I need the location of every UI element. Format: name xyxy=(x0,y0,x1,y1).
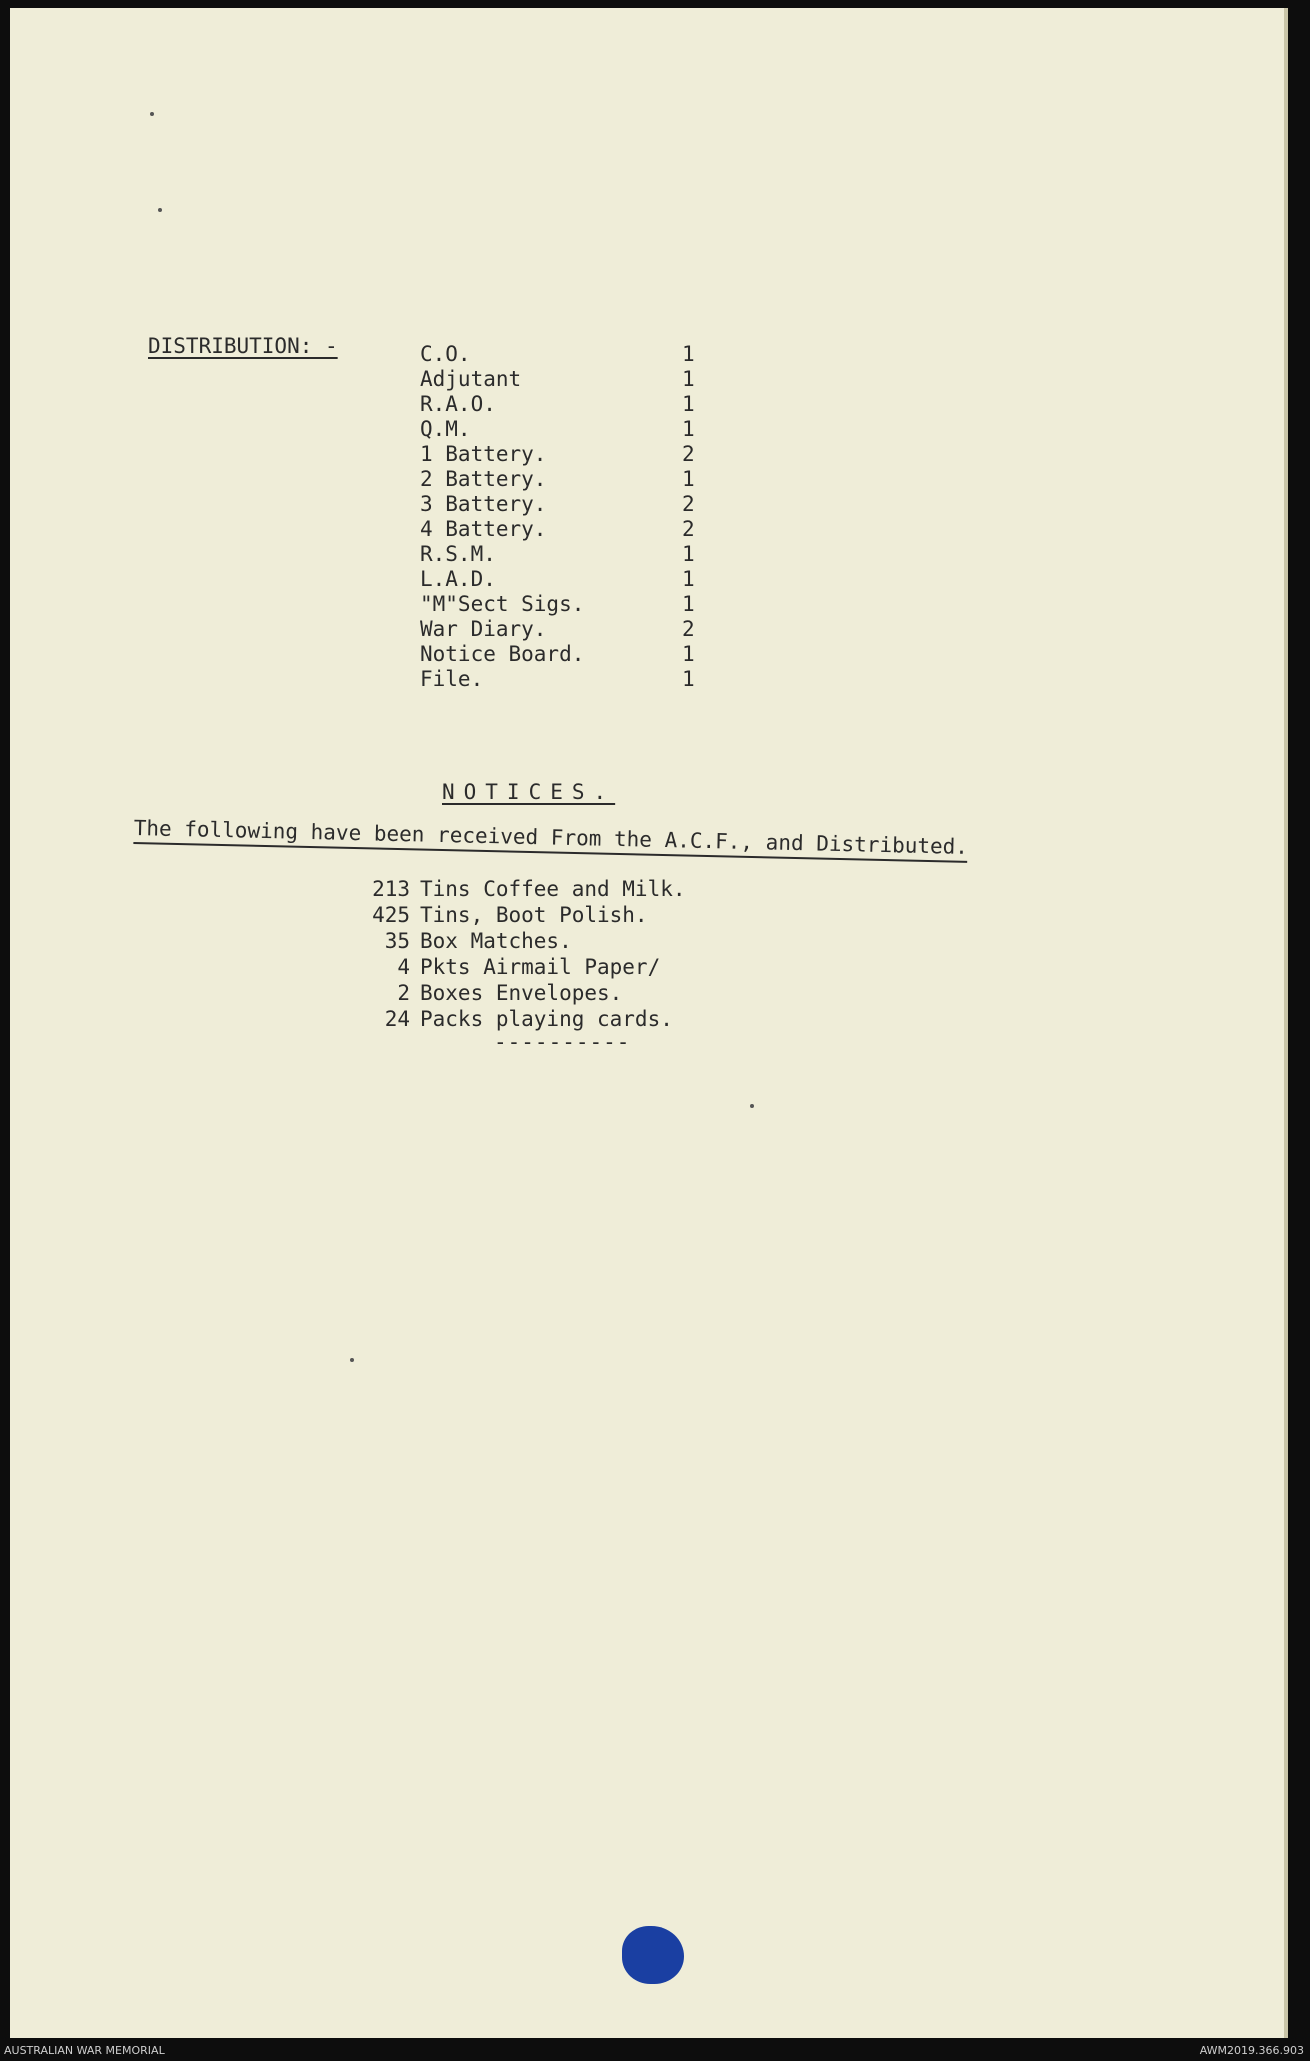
distribution-label: DISTRIBUTION: - xyxy=(148,334,338,358)
recipient-name: 4 Battery. xyxy=(420,517,547,541)
recipient-name: 2 Battery. xyxy=(420,467,547,491)
copy-count: 1 xyxy=(682,467,695,491)
document-page xyxy=(10,8,1288,2038)
recipient-name: 1 Battery. xyxy=(420,442,547,466)
recipient-name: Notice Board. xyxy=(420,642,585,666)
paper-speck xyxy=(350,1358,354,1362)
notices-heading: NOTICES. xyxy=(442,780,616,804)
item-quantity: 24 xyxy=(384,1007,410,1031)
recipient-name: R.S.M. xyxy=(420,542,496,566)
recipient-name: C.O. xyxy=(420,342,471,366)
list-item xyxy=(350,954,686,980)
copy-count: 1 xyxy=(682,367,695,391)
copy-count: 1 xyxy=(682,592,695,616)
recipient-name: War Diary. xyxy=(420,617,547,641)
item-quantity: 35 xyxy=(384,929,410,953)
list-item xyxy=(350,902,686,928)
archive-credit: AUSTRALIAN WAR MEMORIAL xyxy=(4,2044,165,2057)
item-description: Pkts Airmail Paper/ xyxy=(420,955,661,979)
copy-count: 2 xyxy=(682,617,695,641)
paper-speck xyxy=(750,1104,754,1108)
item-quantity: 4 xyxy=(397,955,410,979)
copy-count: 1 xyxy=(682,417,695,441)
item-description: Tins Coffee and Milk. xyxy=(420,877,686,901)
ink-blot xyxy=(622,1926,684,1984)
copy-count: 1 xyxy=(682,342,695,366)
list-item xyxy=(350,876,686,902)
recipient-name: File. xyxy=(420,667,484,691)
item-description: Packs playing cards. xyxy=(420,1007,673,1031)
recipient-name: 3 Battery. xyxy=(420,492,547,516)
copy-count: 1 xyxy=(682,542,695,566)
copy-count: 2 xyxy=(682,442,695,466)
recipient-name: L.A.D. xyxy=(420,567,496,591)
received-statement: The following have been received From the A.C.F., and Distributed. xyxy=(133,816,968,863)
archive-reference: AWM2019.366.903 xyxy=(1199,2044,1304,2057)
item-description: Boxes Envelopes. xyxy=(420,981,623,1005)
copy-count: 1 xyxy=(682,642,695,666)
recipient-name: "M"Sect Sigs. xyxy=(420,592,585,616)
list-item xyxy=(350,1006,686,1032)
item-quantity: 425 xyxy=(372,903,410,927)
paper-speck xyxy=(150,112,154,116)
copy-count: 2 xyxy=(682,492,695,516)
item-quantity: 2 xyxy=(397,981,410,1005)
copy-count: 1 xyxy=(682,667,695,691)
paper-speck xyxy=(158,208,162,212)
list-item xyxy=(350,928,686,954)
item-description: Tins, Boot Polish. xyxy=(420,903,648,927)
recipient-name: Q.M. xyxy=(420,417,471,441)
copy-count: 1 xyxy=(682,567,695,591)
section-divider: ---------- xyxy=(494,1030,631,1054)
copy-count: 2 xyxy=(682,517,695,541)
recipient-name: R.A.O. xyxy=(420,392,496,416)
item-quantity: 213 xyxy=(372,877,410,901)
list-item xyxy=(350,980,686,1006)
item-description: Box Matches. xyxy=(420,929,572,953)
copy-count: 1 xyxy=(682,392,695,416)
recipient-name: Adjutant xyxy=(420,367,522,391)
received-items-list xyxy=(350,876,686,1032)
